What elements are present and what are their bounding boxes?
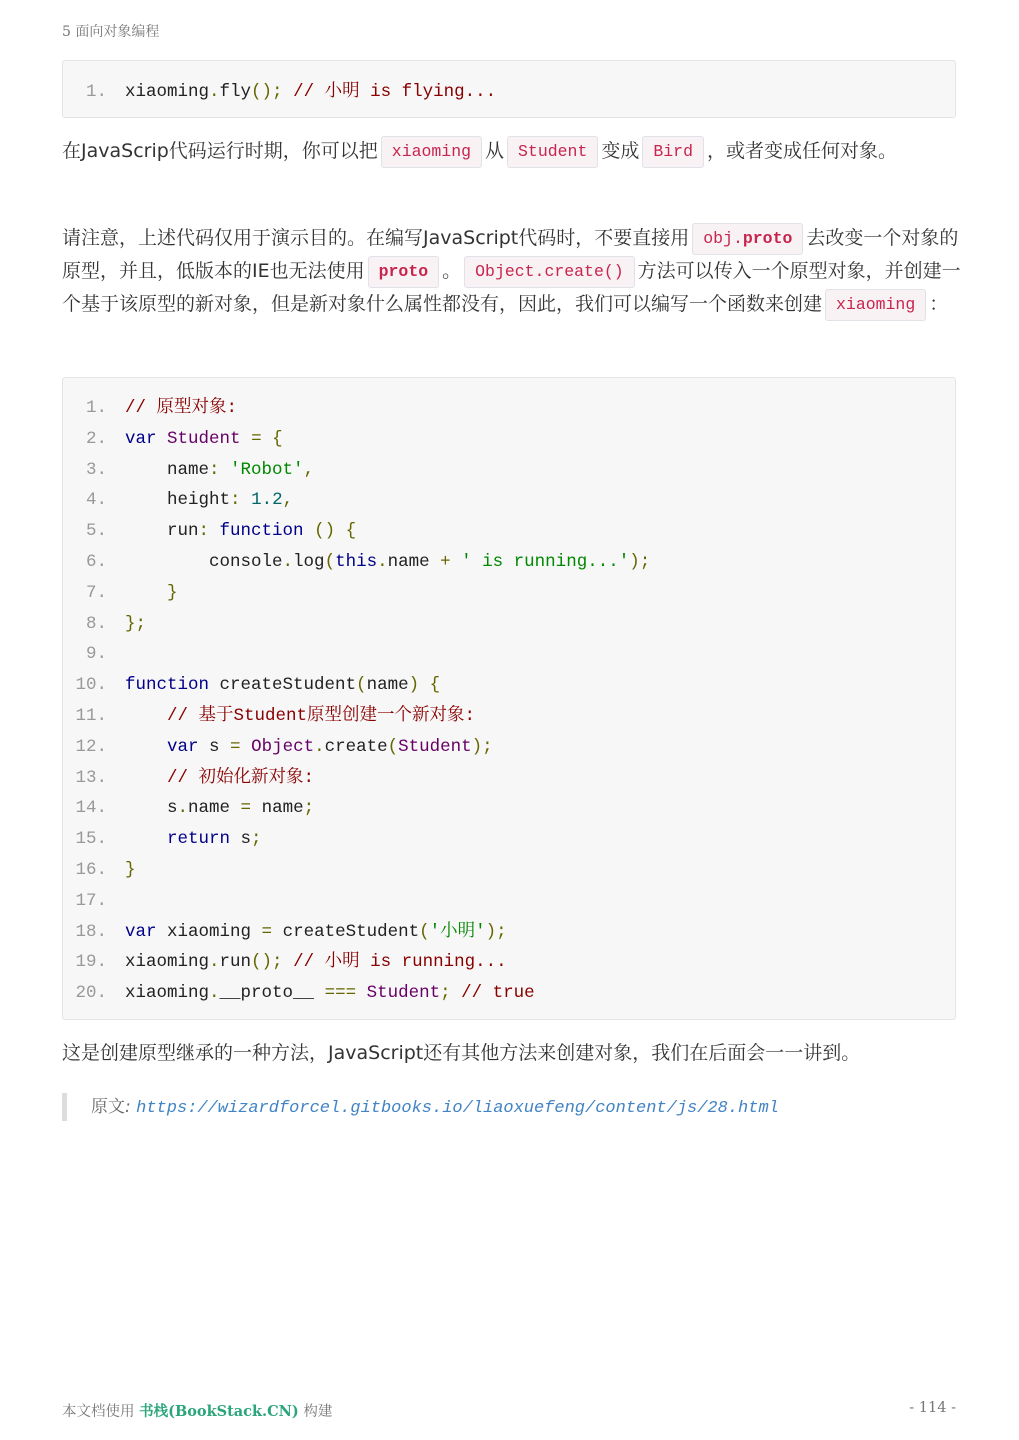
code-token: return xyxy=(167,829,231,850)
line-number: 20. xyxy=(75,983,107,1004)
inline-code-proto xyxy=(368,256,440,288)
inline-code-bird: Bird xyxy=(642,136,704,168)
paragraph-summary: 这是创建原型继承的一种方法，JavaScript还有其他方法来创建对象，我们在后面会一一讲到。 xyxy=(62,1042,861,1064)
line-number: 15. xyxy=(75,829,107,850)
line-number: 3. xyxy=(85,459,107,480)
line-code xyxy=(125,917,507,948)
code-token: // 基于Student原型创建一个新对象: xyxy=(167,705,476,726)
code-token xyxy=(209,521,220,541)
code-token: xiaoming xyxy=(125,82,210,102)
code-token: , xyxy=(303,459,315,480)
code-token: ( xyxy=(387,736,399,757)
line-code xyxy=(125,578,178,609)
inline-code-xiaoming-2: xiaoming xyxy=(825,289,926,321)
line-code xyxy=(125,732,493,763)
code-token: ; xyxy=(251,829,262,850)
code-token: ); xyxy=(629,551,651,572)
para2-text-5: ： xyxy=(929,293,949,315)
line-number: 8. xyxy=(85,613,107,634)
source-label: 原文 xyxy=(91,1097,125,1117)
code-line xyxy=(63,424,955,455)
code-token: } xyxy=(125,859,136,880)
source-blockquote xyxy=(62,1093,779,1121)
code-token: var xyxy=(125,428,157,449)
line-code xyxy=(125,670,440,701)
code-token xyxy=(125,768,167,788)
page-footer-credit xyxy=(62,1400,332,1421)
code-token: = xyxy=(251,428,262,449)
line-code xyxy=(125,763,314,794)
inline-code-obj-prefix: obj. xyxy=(703,229,743,248)
code-token xyxy=(451,983,462,1003)
code-token: xiaoming xyxy=(125,983,210,1004)
code-line xyxy=(63,77,955,108)
line-code xyxy=(125,516,356,547)
code-token xyxy=(241,490,252,510)
line-number: 5. xyxy=(85,521,107,542)
para2-text-1: 请注意，上述代码仅用于演示目的。在编写JavaScript代码时，不要直接用 xyxy=(62,227,690,249)
code-token xyxy=(335,521,346,541)
page-number: - 114 - xyxy=(909,1400,956,1416)
line-code xyxy=(125,824,262,855)
line-number: 7. xyxy=(85,582,107,603)
line-code xyxy=(125,978,535,1009)
line-number: 18. xyxy=(75,921,107,942)
footer-suffix: 构建 xyxy=(298,1404,333,1420)
code-token: name xyxy=(188,798,241,819)
code-token: console xyxy=(125,551,283,572)
code-token xyxy=(157,429,168,449)
code-token: { xyxy=(272,428,283,449)
code-token: var xyxy=(167,736,199,757)
code-token: name xyxy=(387,551,430,572)
code-token: (); xyxy=(251,952,283,973)
code-token: this xyxy=(335,551,378,572)
code-line xyxy=(63,732,955,763)
line-code xyxy=(125,855,136,886)
paragraph-runtime-prototype xyxy=(62,135,962,168)
line-number: 16. xyxy=(75,859,107,880)
line-code xyxy=(125,947,507,978)
code-token: } xyxy=(167,582,178,603)
code-token: + xyxy=(440,551,451,572)
code-token: xiaoming xyxy=(156,921,262,942)
code-line xyxy=(63,393,955,424)
code-token: run xyxy=(219,952,252,973)
line-number: 1. xyxy=(85,398,107,418)
code-token: () xyxy=(314,521,336,542)
code-token: name xyxy=(366,675,409,696)
line-number: 6. xyxy=(85,551,107,572)
code-token xyxy=(430,552,441,572)
code-line xyxy=(63,978,955,1009)
code-token: Student xyxy=(398,736,472,757)
line-number: 13. xyxy=(75,767,107,788)
line-number: 11. xyxy=(75,705,107,726)
para1-text-4: ，或者变成任何对象。 xyxy=(706,140,897,162)
line-code xyxy=(125,455,314,486)
code-token xyxy=(451,552,462,572)
inline-code-proto-text: proto xyxy=(378,262,429,281)
code-token: s xyxy=(198,736,231,757)
code-token: ' is running...' xyxy=(461,551,630,572)
code-line xyxy=(63,578,955,609)
code-line xyxy=(63,547,955,578)
code-line xyxy=(63,609,955,640)
code-token: Student xyxy=(167,428,241,449)
line-number: 14. xyxy=(75,798,107,819)
para2-text-2: 去改变一个对象的原型，并且，低版本的IE也无法使用 xyxy=(62,227,959,282)
line-code xyxy=(125,701,475,732)
code-token: ; xyxy=(440,983,451,1004)
code-token: createStudent xyxy=(272,921,420,942)
code-token: ; xyxy=(303,798,315,819)
source-separator: : xyxy=(125,1097,137,1117)
code-token: var xyxy=(125,921,157,942)
code-token: : xyxy=(198,521,210,542)
source-link[interactable]: https://wizardforcel.gitbooks.io/liaoxuefeng/content/js/28.html xyxy=(136,1099,779,1118)
line-code xyxy=(125,485,293,516)
code-line xyxy=(63,793,955,824)
inline-code-student: Student xyxy=(507,136,598,168)
footer-prefix: 本文档使用 xyxy=(62,1404,140,1420)
line-number: 1. xyxy=(85,82,107,102)
code-line xyxy=(63,917,955,948)
code-token xyxy=(356,983,367,1003)
code-token xyxy=(125,706,167,726)
code-token: : xyxy=(209,459,220,480)
line-code xyxy=(125,793,314,824)
line-code xyxy=(125,424,283,455)
paragraph-proto-warning xyxy=(62,222,962,321)
code-token xyxy=(262,429,273,449)
code-token: }; xyxy=(125,613,147,634)
code-token: name xyxy=(125,459,210,480)
line-number: 19. xyxy=(75,952,107,973)
code-token: Object xyxy=(251,736,315,757)
code-line xyxy=(63,947,955,978)
code-token: { xyxy=(345,521,357,542)
code-token: ( xyxy=(356,675,367,696)
inline-code-obj-proto xyxy=(692,223,803,255)
code-token: log xyxy=(293,551,325,572)
code-token: = xyxy=(261,921,273,942)
code-token: ( xyxy=(324,551,336,572)
code-token: ) xyxy=(408,675,420,696)
code-token: . xyxy=(282,551,294,572)
line-number: 12. xyxy=(75,736,107,757)
code-line xyxy=(63,763,955,794)
code-block-create-student xyxy=(62,377,956,1020)
code-token: s xyxy=(230,829,252,850)
code-token xyxy=(283,82,294,102)
code-token: { xyxy=(429,675,441,696)
code-token: run xyxy=(125,521,199,542)
code-token xyxy=(304,521,315,541)
code-token xyxy=(241,429,252,449)
code-token: . xyxy=(209,983,220,1004)
code-token: '小明' xyxy=(429,921,486,942)
line-code xyxy=(125,77,496,108)
inline-code-object-create: Object.create() xyxy=(464,256,635,288)
code-token: = xyxy=(230,736,241,757)
line-number: 10. xyxy=(75,675,107,696)
code-token: . xyxy=(177,798,189,819)
line-number: 4. xyxy=(85,490,107,511)
code-token: createStudent xyxy=(209,675,357,696)
code-token: 1.2 xyxy=(251,490,283,511)
code-token: // true xyxy=(461,983,535,1004)
line-code xyxy=(125,609,146,640)
code-token: function xyxy=(125,675,210,696)
code-token xyxy=(419,675,430,695)
code-line xyxy=(63,639,955,670)
line-number: 17. xyxy=(75,890,107,911)
code-token: 'Robot' xyxy=(230,459,304,480)
inline-code-xiaoming: xiaoming xyxy=(381,136,482,168)
page-header-chapter: 5 面向对象编程 xyxy=(62,24,160,40)
code-token: ( xyxy=(419,921,430,942)
code-token xyxy=(125,583,167,603)
para2-text-3: 。 xyxy=(442,260,462,282)
code-token: create xyxy=(324,736,388,757)
footer-brand-link[interactable]: 书栈(BookStack.CN) xyxy=(139,1403,299,1420)
code-token: . xyxy=(209,82,220,102)
code-token xyxy=(125,737,167,757)
code-token: xiaoming xyxy=(125,952,210,973)
code-token xyxy=(220,460,231,480)
code-token: s xyxy=(125,798,178,819)
code-token: // 小明 is running... xyxy=(293,952,507,973)
code-token: name xyxy=(251,798,304,819)
line-code xyxy=(125,547,650,578)
code-token: Student xyxy=(366,983,441,1004)
code-token xyxy=(125,829,167,849)
code-token: , xyxy=(282,490,294,511)
code-token: . xyxy=(209,952,220,973)
code-line xyxy=(63,516,955,547)
line-number: 2. xyxy=(85,428,107,449)
code-token: = xyxy=(240,798,252,819)
code-line xyxy=(63,701,955,732)
para1-text-1: 在JavaScrip代码运行时期，你可以把 xyxy=(62,140,378,162)
code-line xyxy=(63,455,955,486)
para1-text-2: 从 xyxy=(485,140,505,162)
code-token: function xyxy=(219,521,304,542)
para1-text-3: 变成 xyxy=(601,140,640,162)
code-line xyxy=(63,886,955,917)
code-token xyxy=(283,952,294,972)
line-number: 9. xyxy=(85,644,107,665)
code-line xyxy=(63,485,955,516)
code-token xyxy=(241,737,252,757)
code-token: ); xyxy=(485,921,507,942)
code-line xyxy=(63,670,955,701)
code-token: __proto__ xyxy=(219,983,325,1004)
line-code xyxy=(125,393,237,424)
code-token: // 小明 is flying... xyxy=(293,82,497,102)
inline-code-proto-bold: proto xyxy=(742,229,793,248)
code-line xyxy=(63,855,955,886)
code-block-fly xyxy=(62,60,956,118)
code-line xyxy=(63,824,955,855)
code-token: : xyxy=(230,490,241,511)
code-token: (); xyxy=(251,82,283,102)
code-token: ); xyxy=(471,736,493,757)
code-token: . xyxy=(377,551,388,572)
code-token: === xyxy=(324,983,357,1004)
code-token: . xyxy=(314,736,325,757)
para2-text-4: 方法可以传入一个原型对象，并创建一个基于该原型的新对象，但是新对象什么属性都没有，因此，我们可以编写一个函数来创建 xyxy=(62,260,961,315)
code-token: // 原型对象: xyxy=(125,398,238,418)
code-token: fly xyxy=(219,82,252,102)
code-token: height xyxy=(125,490,231,511)
code-token: // 初始化新对象: xyxy=(167,767,315,788)
